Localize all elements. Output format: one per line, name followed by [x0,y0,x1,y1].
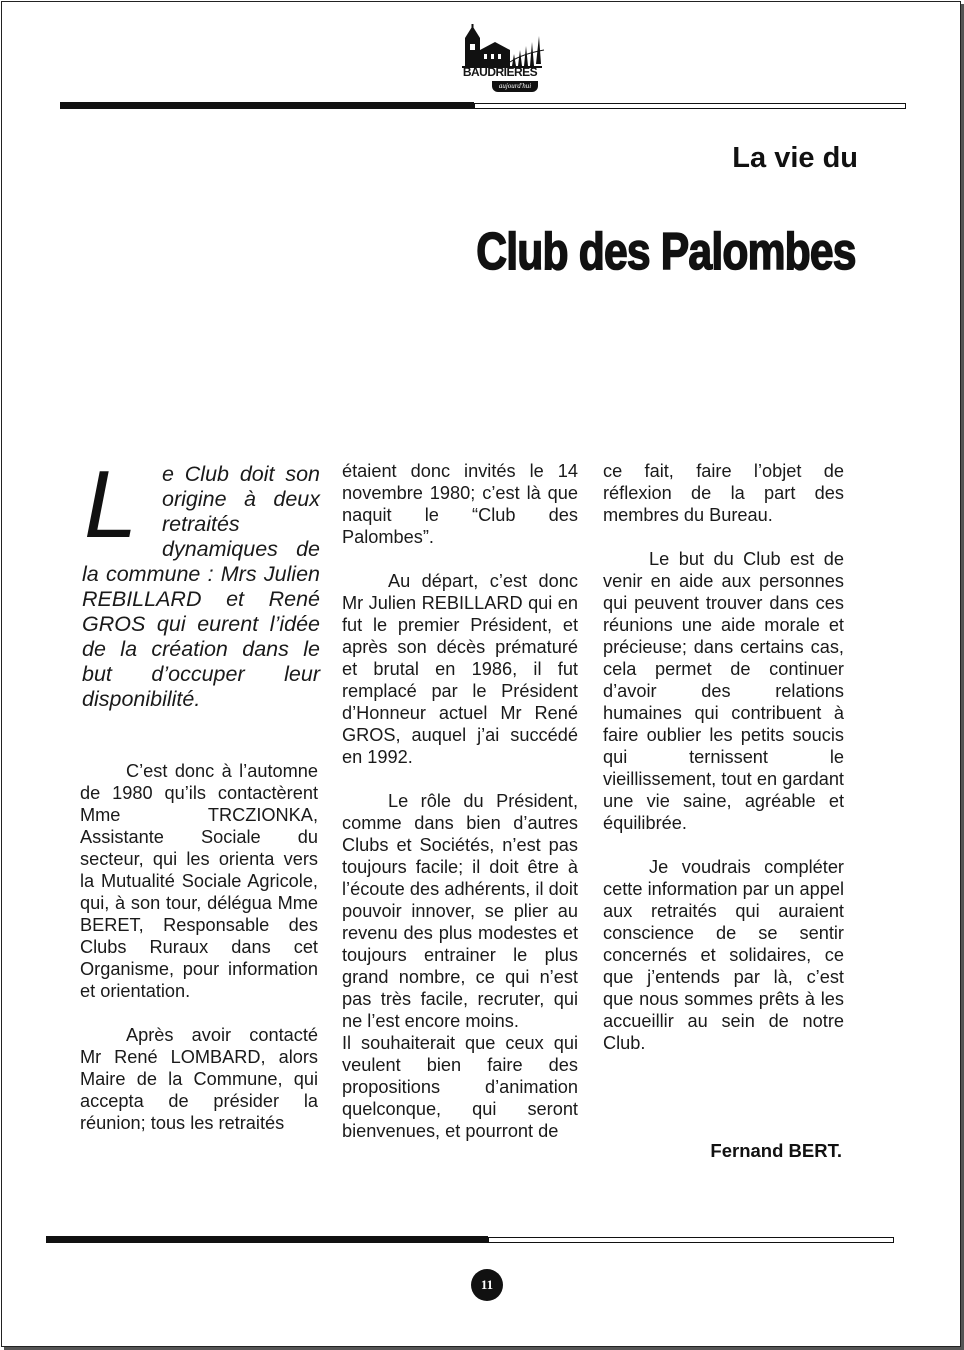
column-3 [603,460,844,1076]
paragraph: Il souhaiterait que ceux qui veulent bien faire des propositions d’animation quelconque, qui seront bienvenues, et pourront de [342,1033,578,1141]
logo-tagline: aujourd'hui [492,81,538,92]
column-1 [80,760,318,1156]
page-number: 11 [471,1269,503,1301]
column-2 [342,460,578,1164]
top-rule [60,102,906,109]
lead-paragraph [82,451,320,712]
drop-cap: L [84,451,138,558]
paragraph: Au départ, c’est donc Mr Julien REBILLARD qui en fut le premier Président, et après son décès prématuré et brutal en 1986, il fut remplacé par le Président d’Honneur actuel Mr René GROS, auquel j’ai succédé en 1992. [342,571,578,767]
logo-name: BAUDRIERES [462,65,538,79]
church-logo-icon [462,24,546,68]
paragraph: Le rôle du Président, comme dans bien d’autres Clubs et Sociétés, n’est pas toujours facile; il doit être à l’écoute des adhérents, il doit pouvoir innover, se plier au revenu des plus modestes et toujours entrainer le plus grand nombre, ce qui n’est pas très facile, recruter, qui ne l’est encore moins. [342,791,578,1031]
article-title: Club des Palombes [476,223,856,281]
paragraph: étaient donc invités le 14 novembre 1980; c’est là que naquit le “Club des Palombes”. [342,461,578,547]
paragraph: C’est donc à l’automne de 1980 qu’ils contactèrent Mme TRCZIONKA, Assistante Sociale du secteur, qui les orienta vers la Mutualité Sociale Agricole, qui, à son tour, délégua Mme BERET, Responsable des Clubs Ruraux dans cet Organisme, pour information et orientation. [80,761,318,1001]
paragraph: Après avoir contacté Mr René LOMBARD, alors Maire de la Commune, qui accepta de présider la réunion; tous les retraités [80,1025,318,1133]
lead-text: e Club doit son origine à deux retraités dynamiques de la commune : Mrs Julien REBILLARD et René GROS qui eurent l’idée de la création dans le but d’occuper leur disponibilité. [82,462,320,711]
bottom-rule [46,1236,894,1243]
paragraph: ce fait, faire l’objet de réflexion de la part des membres du Bureau. [603,461,844,525]
paragraph: Le but du Club est de venir en aide aux personnes qui peuvent trouver dans ces réunions une aide morale et précieuse; dans certains cas, cela permet de continuer d’avoir des relations humaines qui contribuent à faire oublier les petits soucis qui ternissent le vieillissement, tout en gardant une vie saine, agréable et équilibrée. [603,549,844,833]
paragraph: Je voudrais compléter cette information par un appel aux retraités qui auraient conscience de se sentir concernés et solidaires, ce que j’entends par là, c’est que nous sommes prêts à les accueillir au sein de notre Club. [603,857,844,1053]
author-signature: Fernand BERT. [710,1140,842,1161]
baudrieres-logo [462,24,546,94]
article-kicker: La vie du [732,142,858,174]
